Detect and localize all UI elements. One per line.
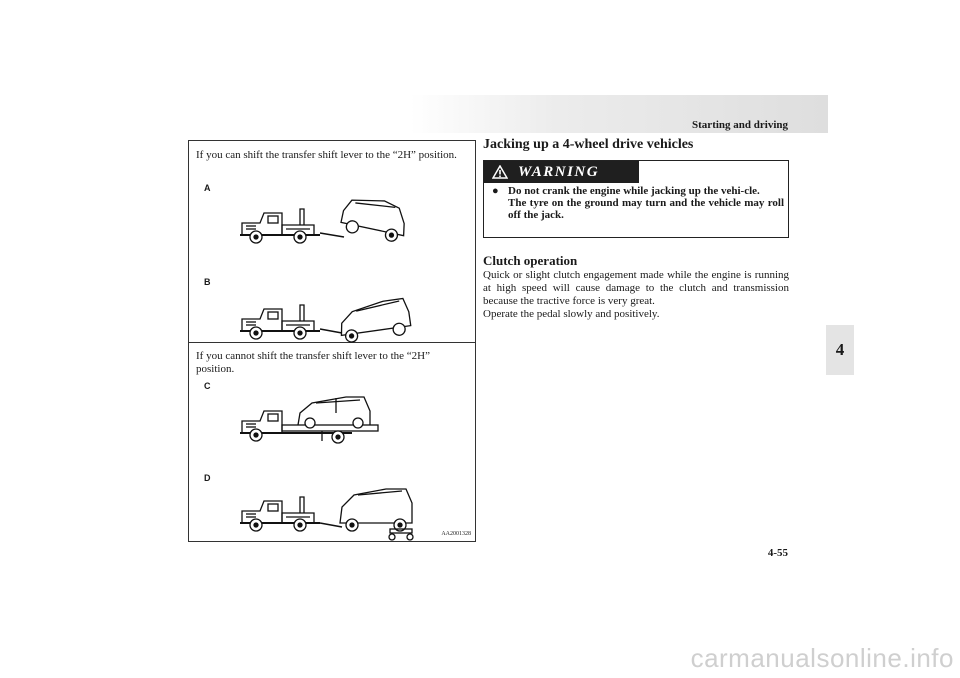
body-paragraph-2: Operate the pedal slowly and positively. [483,308,660,320]
warning-triangle-icon [492,165,508,179]
figure-label-d: D [204,473,211,483]
figure-label-b: B [204,277,211,287]
towing-figure [188,140,476,542]
warning-title: WARNING [518,163,600,180]
tow-truck-dolly-icon [240,489,413,540]
chapter-tab [826,325,854,375]
warning-box [483,160,789,238]
section-title: Starting and driving [692,119,788,131]
watermark: carmanualsonline.info [690,643,954,673]
bullet-icon: ● [492,185,499,197]
warning-line-1: Do not crank the engine while jacking up the vehi-cle. [508,185,760,197]
body-paragraph-1: Quick or slight clutch engagement made while the engine is running at high speed will cause damage to the clutch and transmission because the tractive force is very great. [483,269,789,307]
figure-label-c: C [204,381,211,391]
figure-caption-top: If you can shift the transfer shift lever to the “2H” position. [196,149,457,161]
figure-code: AA2001328 [441,531,471,537]
body-text [483,269,789,321]
warning-line-2: The tyre on the ground may turn and the vehicle may roll off the jack. [508,197,784,221]
main-heading: Jacking up a 4-wheel drive vehicles [483,137,694,152]
flatbed-truck-icon [240,397,378,443]
sub-heading: Clutch operation [483,253,578,268]
towing-illustrations [189,141,477,543]
page-number: 4-55 [767,547,788,559]
tow-truck-wheel-lift-front-icon [240,193,410,243]
chapter-number: 4 [835,340,845,359]
warning-text [508,185,784,221]
figure-caption-mid: If you cannot shift the transfer shift lever to the “2H” position. [196,350,430,375]
figure-label-a: A [204,183,211,193]
warning-header [484,161,639,183]
tow-truck-wheel-lift-rear-icon [240,298,412,343]
